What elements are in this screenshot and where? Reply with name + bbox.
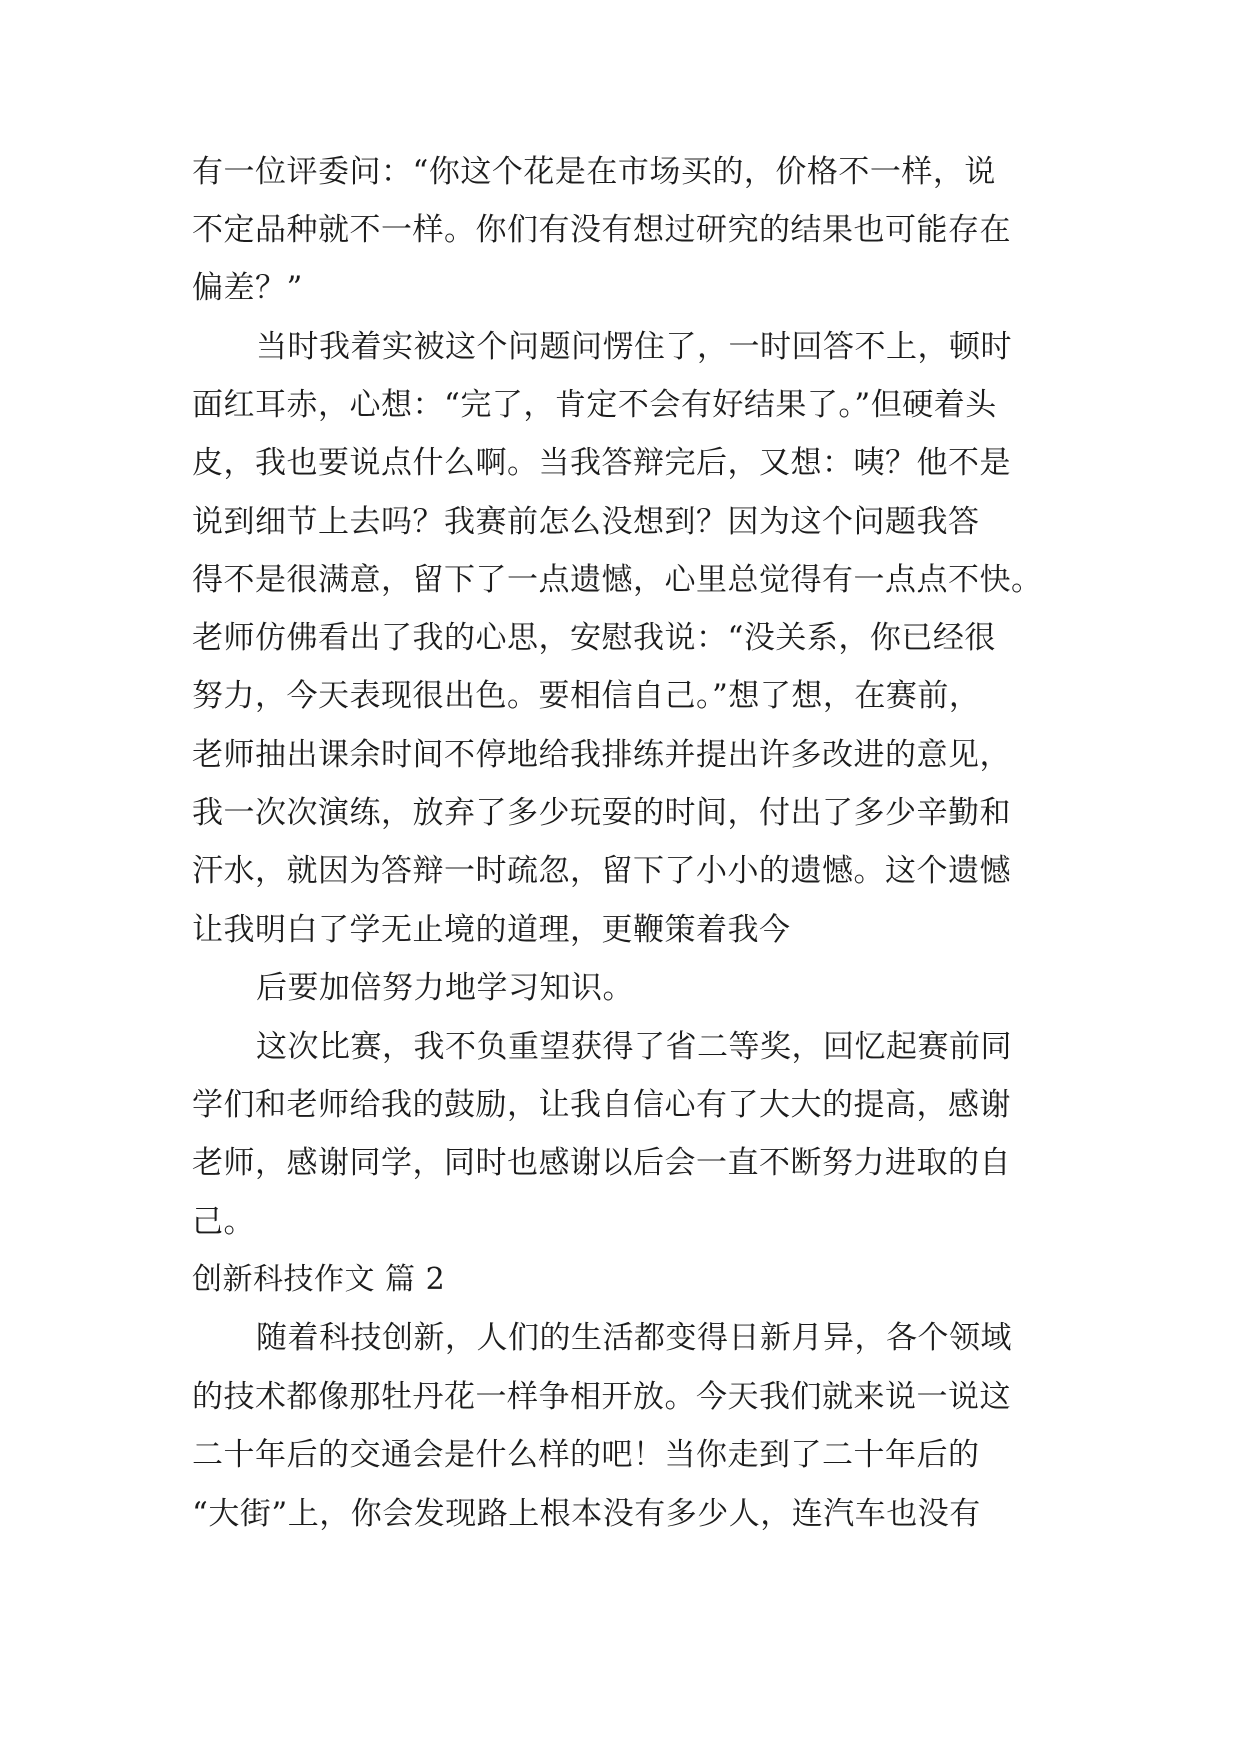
text-line: 我一次次演练，放弃了多少玩耍的时间，付出了多少辛勤和: [192, 795, 1011, 831]
text-line: 努力，今天表现很出色。要相信自己。”想了想，在赛前，: [192, 678, 981, 714]
text-line: 这次比赛，我不负重望获得了省二等奖，回忆起赛前同: [256, 1029, 1012, 1065]
section-heading: 创新科技作文 篇 2: [192, 1262, 446, 1297]
text-line: 二十年后的交通会是什么样的吧！当你走到了二十年后的: [192, 1437, 980, 1473]
text-line: 随着科技创新，人们的生活都变得日新月异，各个领域: [256, 1320, 1012, 1356]
text-line: 老师抽出课余时间不停地给我排练并提出许多改进的意见，: [192, 737, 1011, 773]
text-line: 让我明白了学无止境的道理，更鞭策着我今: [192, 912, 791, 948]
text-line: 老师仿佛看出了我的心思，安慰我说：“没关系，你已经很: [192, 620, 996, 656]
text-line: 有一位评委问：“你这个花是在市场买的，价格不一样，说: [192, 154, 996, 190]
text-line: 后要加倍努力地学习知识。: [256, 970, 634, 1006]
text-line: 老师，感谢同学，同时也感谢以后会一直不断努力进取的自: [192, 1145, 1011, 1181]
text-line: 学们和老师给我的鼓励，让我自信心有了大大的提高，感谢: [192, 1087, 1011, 1123]
text-line: 皮，我也要说点什么啊。当我答辩完后，又想：咦？他不是: [192, 445, 1011, 481]
text-line: 的技术都像那牡丹花一样争相开放。今天我们就来说一说这: [192, 1379, 1011, 1415]
text-line: 不定品种就不一样。你们有没有想过研究的结果也可能存在: [192, 212, 1011, 248]
text-line: 己。: [192, 1204, 255, 1240]
text-line: 面红耳赤，心想：“完了，肯定不会有好结果了。”但硬着头: [192, 387, 997, 423]
text-line: 当时我着实被这个问题问愣住了，一时回答不上，顿时: [256, 329, 1012, 365]
text-line: 汗水，就因为答辩一时疏忽，留下了小小的遗憾。这个遗憾: [192, 853, 1011, 889]
text-line: 说到细节上去吗？我赛前怎么没想到？因为这个问题我答: [192, 504, 980, 540]
text-line: “大街”上，你会发现路上根本没有多少人，连汽车也没有: [192, 1496, 981, 1532]
text-line: 得不是很满意，留下了一点遗憾，心里总觉得有一点点不快。: [192, 562, 1043, 598]
text-line: 偏差？”: [192, 270, 303, 306]
